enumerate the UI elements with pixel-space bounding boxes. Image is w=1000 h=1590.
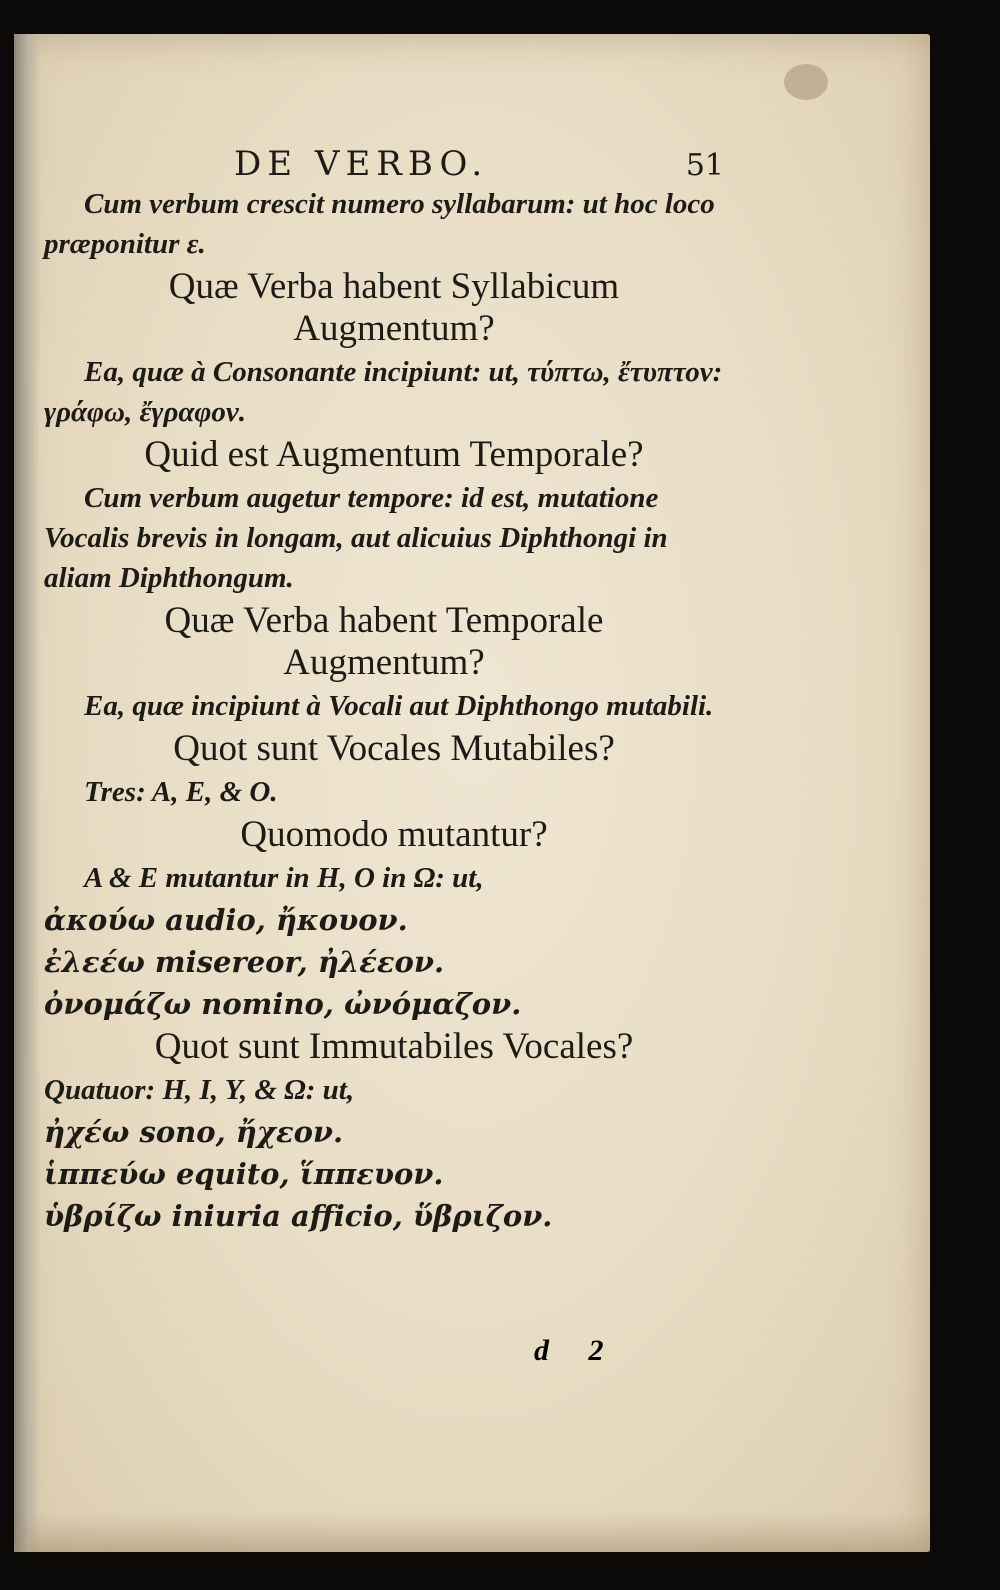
signature-mark: d 2 (534, 1334, 620, 1367)
example-line: ἱππεύω equito, ἵππευον. (44, 1157, 444, 1191)
intro-answer: Cum verbum crescit numero syllabarum: ut hoc loco præponitur ε. (44, 188, 715, 260)
question-5: Quomodo mutantur? (240, 814, 548, 855)
question-3: Quæ Verba habent Temporale Augmentum? (164, 600, 604, 683)
answer-1: Ea, quæ à Consonante incipiunt: ut, τύπτω, ἔτυπτον: γράφω, ἔγραφον. (44, 356, 723, 428)
example-line: ὀνομάζω nomino, ὠνόμαζον. (44, 987, 522, 1021)
example-line: ὑβρίζω iniuria afficio, ὕβριζον. (44, 1199, 553, 1233)
answer-4: Tres: A, E, & O. (84, 776, 278, 808)
answer-2: Cum verbum augetur tempore: id est, mutatione Vocalis brevis in longam, aut alicuius Diphthongi in aliam Diphthongum. (44, 482, 668, 594)
example-line: ἀκούω audio, ἤκουον. (44, 903, 408, 937)
paper-stain (784, 64, 828, 100)
page-bottom-stain (14, 1512, 930, 1552)
book-page (14, 34, 930, 1552)
page-header (44, 144, 724, 184)
example-line: ἠχέω sono, ἤχεον. (44, 1115, 344, 1149)
answer-5: A & E mutantur in H, O in Ω: ut, (84, 862, 484, 894)
spine-shadow (14, 34, 40, 1552)
running-head: DE VERBO. (234, 144, 489, 184)
page-number: 51 (685, 148, 724, 183)
question-6: Quot sunt Immutabiles Vocales? (154, 1026, 634, 1067)
page-text (44, 144, 724, 1238)
question-4: Quot sunt Vocales Mutabiles? (173, 728, 615, 769)
question-1: Quæ Verba habent Syllabicum Augmentum? (168, 266, 620, 349)
question-2: Quid est Augmentum Temporale? (144, 434, 644, 475)
answer-6: Quatuor: H, I, Y, & Ω: ut, (44, 1074, 355, 1106)
answer-3: Ea, quæ incipiunt à Vocali aut Diphthongo mutabili. (84, 690, 714, 722)
example-line: ἐλεέω misereor, ἠλέεον. (44, 945, 445, 979)
